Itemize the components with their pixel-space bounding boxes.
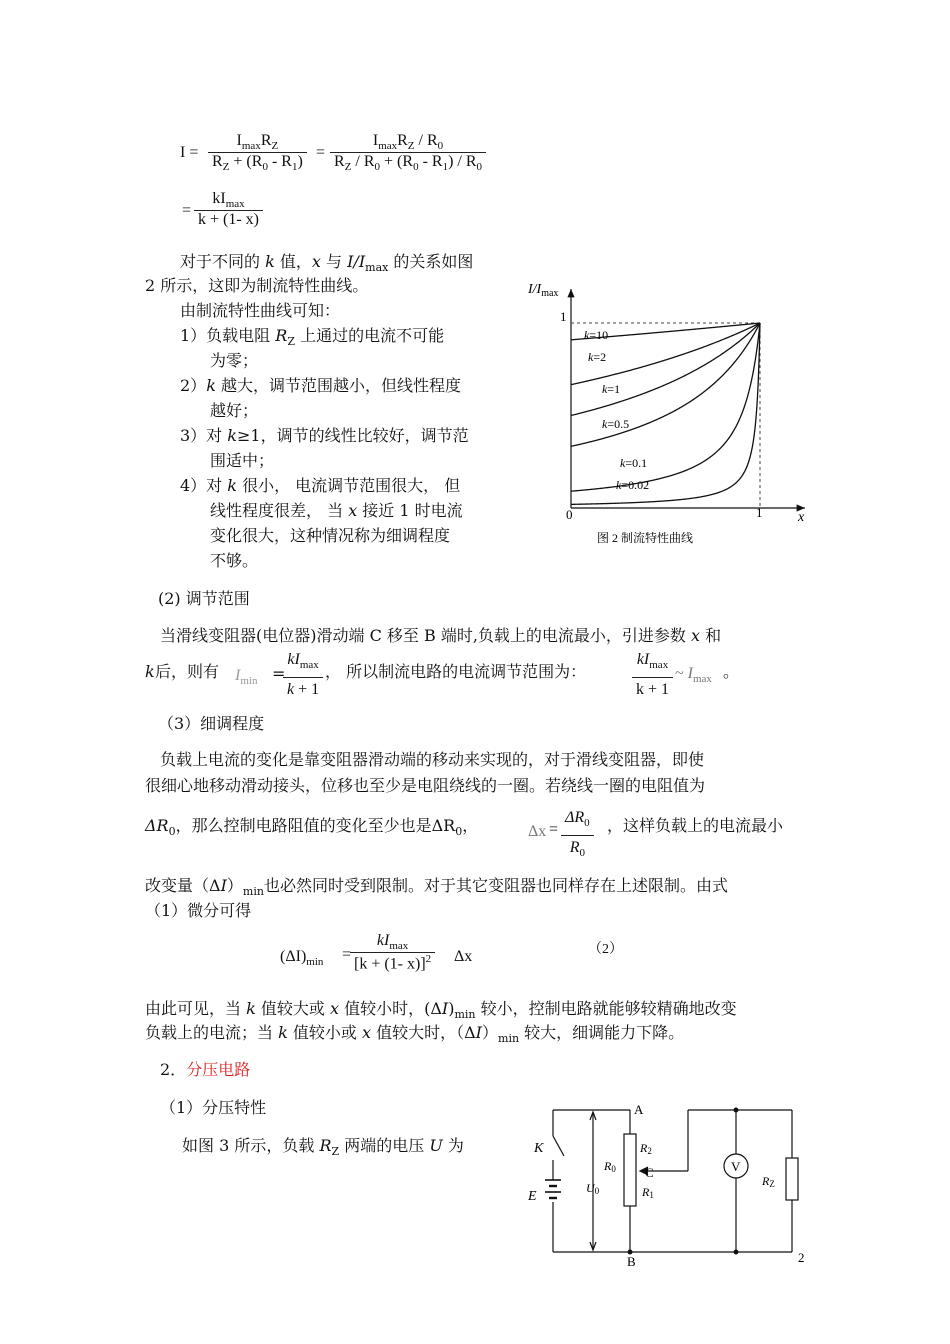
curve-label-k=1: k=1	[602, 382, 621, 396]
label-r2: R2	[640, 1141, 652, 1156]
curve-k=0.1	[571, 323, 760, 491]
curve-label-k=0.1: k=0.1	[620, 456, 648, 470]
subsection-heading: （1）分压特性	[160, 1098, 267, 1117]
section-heading-red: 分压电路	[186, 1060, 251, 1079]
list-item-cont: 为零；	[210, 351, 259, 370]
label-k: K	[534, 1141, 544, 1156]
equation-2: $(\Delta I)_{min}$ = $kI_{max}$ [k + (1- x)]$^2$ Δx （2）	[280, 932, 623, 973]
paragraph-line: 当滑线变阻器(电位器)滑动端 C 移至 B 端时,负载上的电流最小，引进参数 x 和	[160, 626, 722, 645]
eq1-equals: =	[316, 144, 326, 161]
list-item-cont: 变化很大，这种情况称为细调程度	[210, 526, 451, 545]
eq1-fraction-3: $kI_{max}$ k + (1- x)	[194, 190, 263, 229]
label-b: B	[627, 1254, 636, 1269]
paragraph-line: 负载上电流的变化是靠变阻器滑动端的移动来实现的，对于滑线变阻器，即使	[160, 750, 705, 769]
x-tick-0: 0	[566, 507, 573, 522]
section-heading: (2) 调节范围	[158, 589, 250, 608]
paragraph-line: 负载上的电流；当 k 值较小或 x 值较大时，$(\Delta I)_{min}$ 较大，细调能力下降。	[145, 1023, 685, 1046]
rheostat-r0	[624, 1134, 636, 1206]
y-axis-label: $I/I_{max}$	[528, 282, 559, 299]
paragraph-line: 对于不同的 k 值，x 与 $I/I_{max}$ 的关系如图	[180, 252, 474, 275]
label-a: A	[634, 1102, 644, 1117]
section-heading: 2．分压电路	[160, 1060, 251, 1079]
label-r1: R1	[642, 1185, 654, 1200]
list-item: 2）k 越大，调节范围越小，但线性程度	[180, 376, 461, 395]
label-v: V	[731, 1159, 741, 1174]
list-item: 3）对 k≥1，调节的线性比较好，调节范	[180, 426, 469, 445]
eq1-fraction-1: $I_{max}R_Z$ $R_Z + (R_0 - R_1)$	[208, 132, 307, 173]
eq1-fraction-2: $I_{max}R_Z / R_0$ $R_Z / R_0 + (R_0 - R_1) / R_0$	[330, 132, 486, 173]
curve-label-k=0.02: k=0.02	[616, 478, 650, 492]
curve-label-k=0.5: k=0.5	[602, 417, 630, 431]
paragraph-line: （1）微分可得	[145, 901, 252, 920]
x-tick-1: 1	[756, 505, 763, 520]
paragraph-line: 很细心地移动滑动接头，位移也至少是电阻绕线的一圈。若绕线一圈的电阻值为	[145, 776, 706, 795]
paragraph-line: 改变量$(\Delta I)_{min}$也必然同时受到限制。对于其它变阻器也同样存在上述限制。由式	[145, 876, 728, 899]
eq1-lhs: I =	[180, 144, 199, 161]
figure-2-chart	[520, 275, 820, 550]
paragraph-line-formula: $\Delta R_0$，那么控制电路阻值的变化至少也是$\Delta R_0$， Δx = $\frac{\Delta R_0}{R_0}$ ，这样负载上的电流最小	[145, 806, 815, 860]
eq1-equals-2: =	[182, 202, 192, 219]
figure-3-circuit	[520, 1096, 820, 1271]
curve-label-k=2: k=2	[588, 350, 607, 364]
load-rz	[786, 1158, 798, 1200]
section-heading: （3）细调程度	[158, 714, 265, 733]
list-item-cont: 线性程度很差， 当 x 接近 1 时电流	[210, 501, 463, 520]
list-item-cont: 不够。	[210, 551, 259, 570]
label-rz: RZ	[762, 1174, 775, 1189]
list-item-cont: 围适中；	[210, 451, 275, 470]
label-c: C	[645, 1165, 654, 1180]
paragraph-line: 由制流特性曲线可知：	[180, 301, 341, 320]
label-r0: R0	[604, 1159, 616, 1174]
list-item-cont: 越好；	[210, 401, 259, 420]
chart-caption: 图 2 制流特性曲线	[597, 531, 694, 545]
switch-k	[553, 1136, 564, 1156]
label-e: E	[528, 1189, 537, 1204]
paragraph-line: 由此可见，当 k 值较大或 x 值较小时，$(\Delta I)_{min}$ 较小，控制电路就能够较精确地改变	[145, 999, 737, 1022]
curve-label-k=10: k=10	[584, 328, 609, 342]
page-mark: 2	[798, 1250, 805, 1265]
list-item: 1）负载电阻 $R_Z$ 上通过的电流不可能	[180, 326, 445, 349]
y-tick-1: 1	[560, 309, 567, 324]
list-item: 4）对 k 很小， 电流调节范围很大， 但	[180, 476, 461, 495]
paragraph-line: 2 所示，这即为制流特性曲线。	[145, 276, 369, 295]
paragraph-line: 如图 3 所示，负载 $R_Z$ 两端的电压 U 为	[182, 1136, 464, 1159]
label-u0: U0	[586, 1181, 600, 1196]
x-axis-label: x	[798, 510, 805, 525]
